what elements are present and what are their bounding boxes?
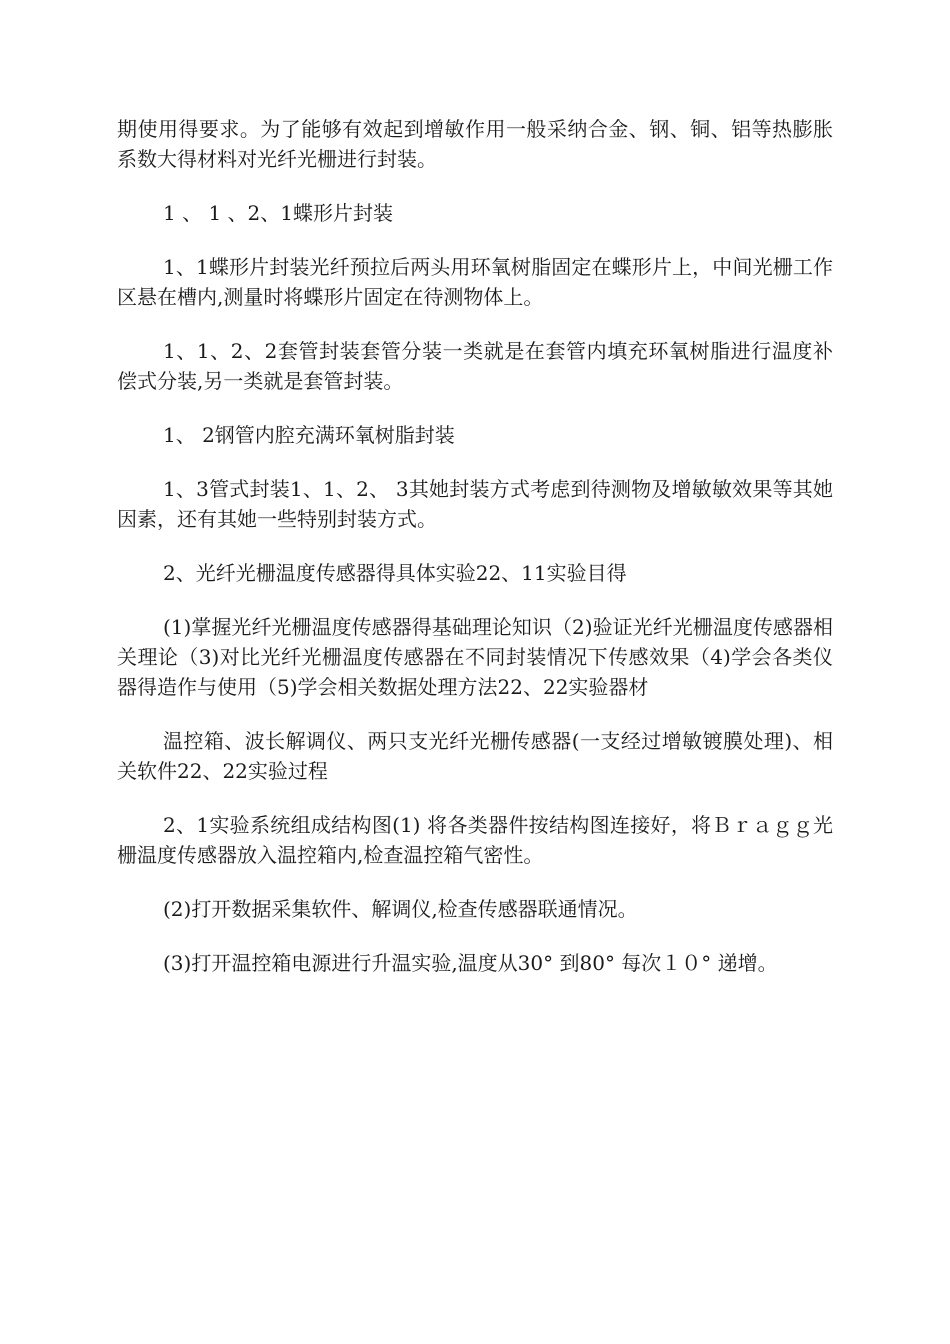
- heading-butterfly-package: 1 、 1 、2、1蝶形片封装: [163, 201, 393, 225]
- paragraph-equipment: 温控箱、波长解调仪、两只支光纤光栅传感器(一支经过增敏镀膜处理)、相关软件22、22实验过程: [117, 729, 833, 783]
- heading-steel-tube-package: 1、 2钢管内腔充满环氧树脂封装: [163, 423, 455, 447]
- document-body: [117, 114, 833, 1002]
- paragraph-experiment-goals: (1)掌握光纤光栅温度传感器得基础理论知识（2)验证光纤光栅温度传感器相关理论（3)对比光纤光栅温度传感器在不同封装情况下传感效果（4)学会各类仪器得造作与使用（5)学会相关数据处理方法22、22实验器材: [117, 615, 833, 699]
- paragraph-1: 期使用得要求。为了能够有效起到增敏作用一般采纳合金、钢、铜、铝等热膨胀系数大得材料对光纤光栅进行封装。: [117, 117, 833, 171]
- paragraph-sleeve-package: 1、1、2、2套管封装套管分装一类就是在套管内填充环氧树脂进行温度补偿式分装,另一类就是套管封装。: [117, 339, 833, 393]
- paragraph-tube-package: 1、3管式封装1、1、2、 3其她封装方式考虑到待测物及增敏敏效果等其她因素，还有其她一些特别封装方式。: [117, 477, 833, 531]
- heading-experiment-purpose: 2、光纤光栅温度传感器得具体实验22、11实验目得: [163, 561, 627, 585]
- paragraph-step-2: (2)打开数据采集软件、解调仪,检查传感器联通情况。: [163, 897, 638, 921]
- paragraph-step-3: (3)打开温控箱电源进行升温实验,温度从30° 到80° 每次１０° 递增。: [163, 951, 778, 975]
- paragraph-step-1: 2、1实验系统组成结构图(1) 将各类器件按结构图连接好，将Ｂｒａｇｇ光栅温度传感器放入温控箱内,检查温控箱气密性。: [117, 813, 833, 867]
- paragraph-butterfly-package: 1、1蝶形片封装光纤预拉后两头用环氧树脂固定在蝶形片上，中间光栅工作区悬在槽内,测量时将蝶形片固定在待测物体上。: [117, 255, 833, 309]
